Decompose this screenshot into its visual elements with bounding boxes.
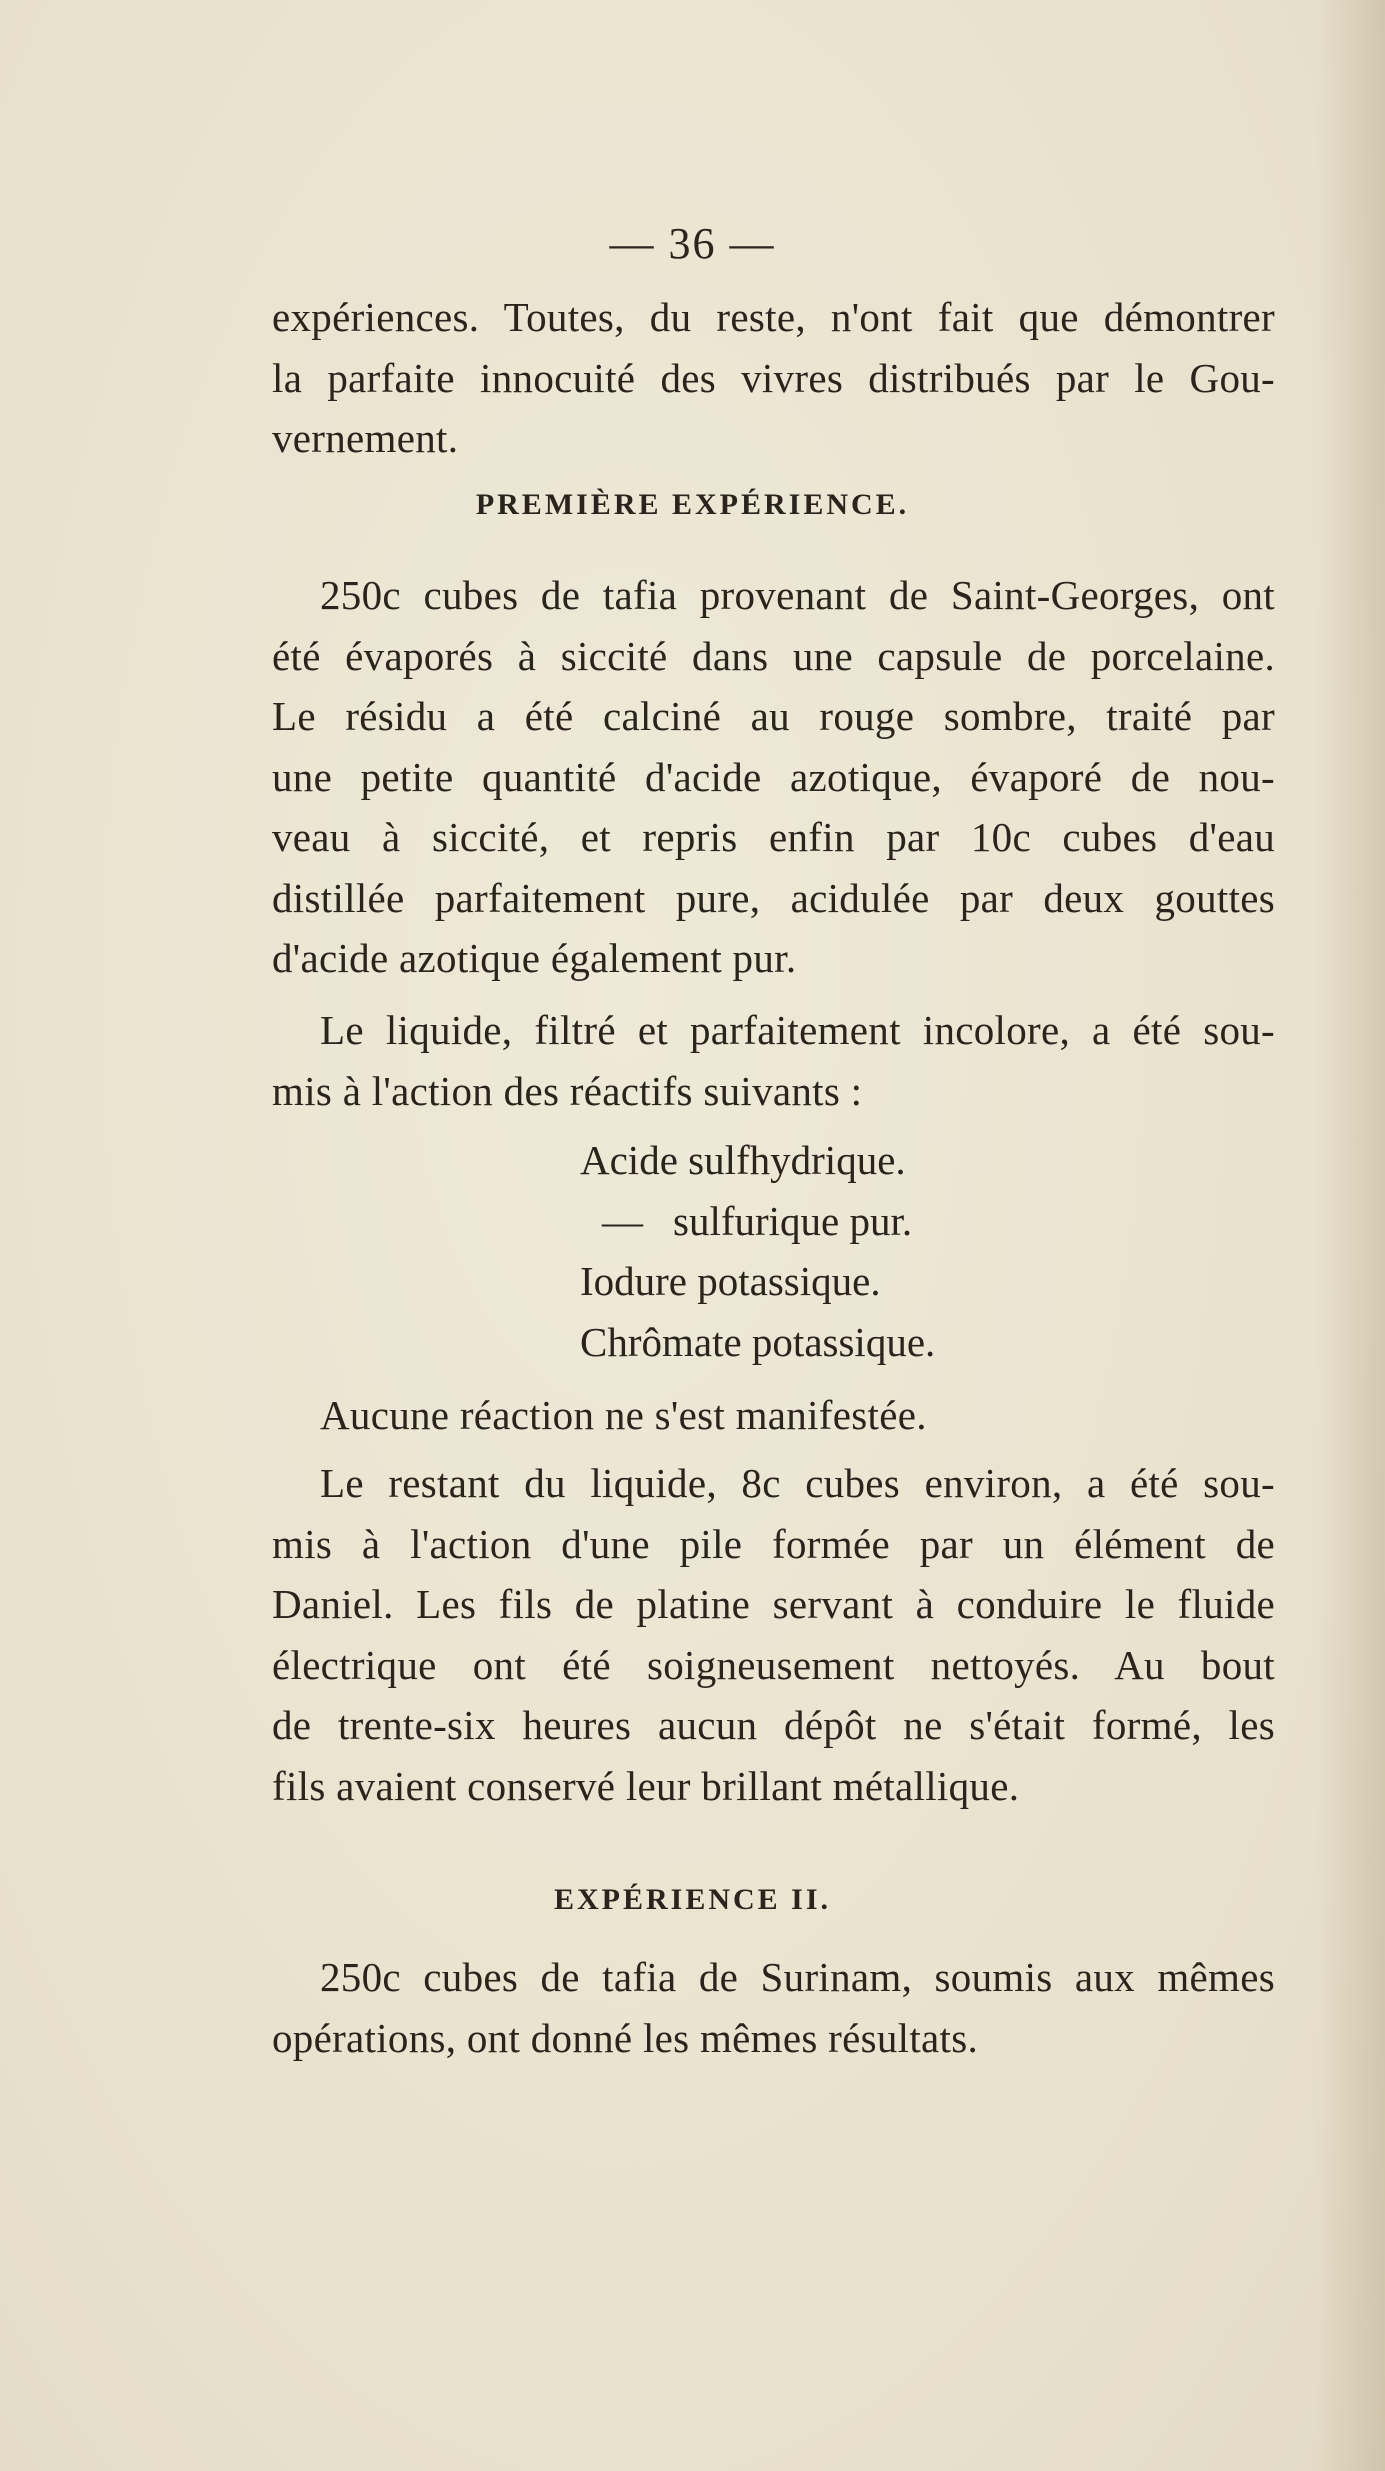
paragraph-premiere-4 [272,1453,1275,1816]
reagent-item: Chrômate potassique. [580,1318,936,1365]
text-line: veau à siccité, et repris enfin par 10c cubes d'eau [272,814,1275,860]
text-line: été évaporés à siccité dans une capsule de porcelaine. [272,632,1275,679]
text-line: 250c cubes de tafia provenant de Saint-Georges, ont [320,572,1275,618]
intro-paragraph [272,287,1275,469]
text-line: d'acide azotique également pur. [272,935,797,981]
text-line: la parfaite innocuité des vivres distribués par le Gou- [272,354,1275,401]
text-line: Aucune réaction ne s'est manifestée. [320,1392,927,1438]
text-line: vernement. [272,415,459,461]
reagent-item [580,1191,935,1252]
ditto-dash: — [602,1197,643,1244]
paragraph-experience-2 [272,1947,1275,2068]
paragraph-premiere-2 [272,1000,1275,1121]
text-line: mis à l'action d'une pile formée par un élément de [272,1520,1275,1567]
text-line: Le résidu a été calciné au rouge sombre, traité par [272,693,1275,739]
section-heading-experience-2: EXPÉRIENCE II. [553,1883,832,1916]
paragraph-premiere-1 [272,565,1275,989]
text-line: Daniel. Les fils de platine servant à conduire le fluide [272,1581,1275,1627]
text-line: Le liquide, filtré et parfaitement incolore, a été sou- [320,1007,1275,1053]
reagent-item: Acide sulfhydrique. [580,1137,906,1183]
section-heading-premiere: PREMIÈRE EXPÉRIENCE. [475,488,910,521]
text-line: expériences. Toutes, du reste, n'ont fait que démontrer [272,294,1275,340]
text-line: 250c cubes de tafia de Surinam, soumis aux mêmes [320,1954,1275,2000]
text-line: distillée parfaitement pure, acidulée par deux gouttes [272,874,1275,921]
reagent-item: Iodure potassique. [580,1258,881,1304]
text-line: une petite quantité d'acide azotique, évaporé de nou- [272,753,1275,800]
text-line: opérations, ont donné les mêmes résultats. [272,2014,979,2061]
paragraph-premiere-3 [272,1385,1275,1446]
reagent-list [580,1130,935,1372]
text-line: mis à l'action des réactifs suivants : [272,1067,863,1114]
reagent-item-text: sulfurique pur. [673,1197,913,1244]
text-line: fils avaient conservé leur brillant métallique. [272,1762,1020,1809]
text-line: de trente-six heures aucun dépôt ne s'était formé, les [272,1702,1275,1748]
page-number: — 36 — [609,219,776,268]
text-line: Le restant du liquide, 8c cubes environ, a été sou- [320,1460,1275,1506]
text-line: électrique ont été soigneusement nettoyés. Au bout [272,1641,1275,1688]
